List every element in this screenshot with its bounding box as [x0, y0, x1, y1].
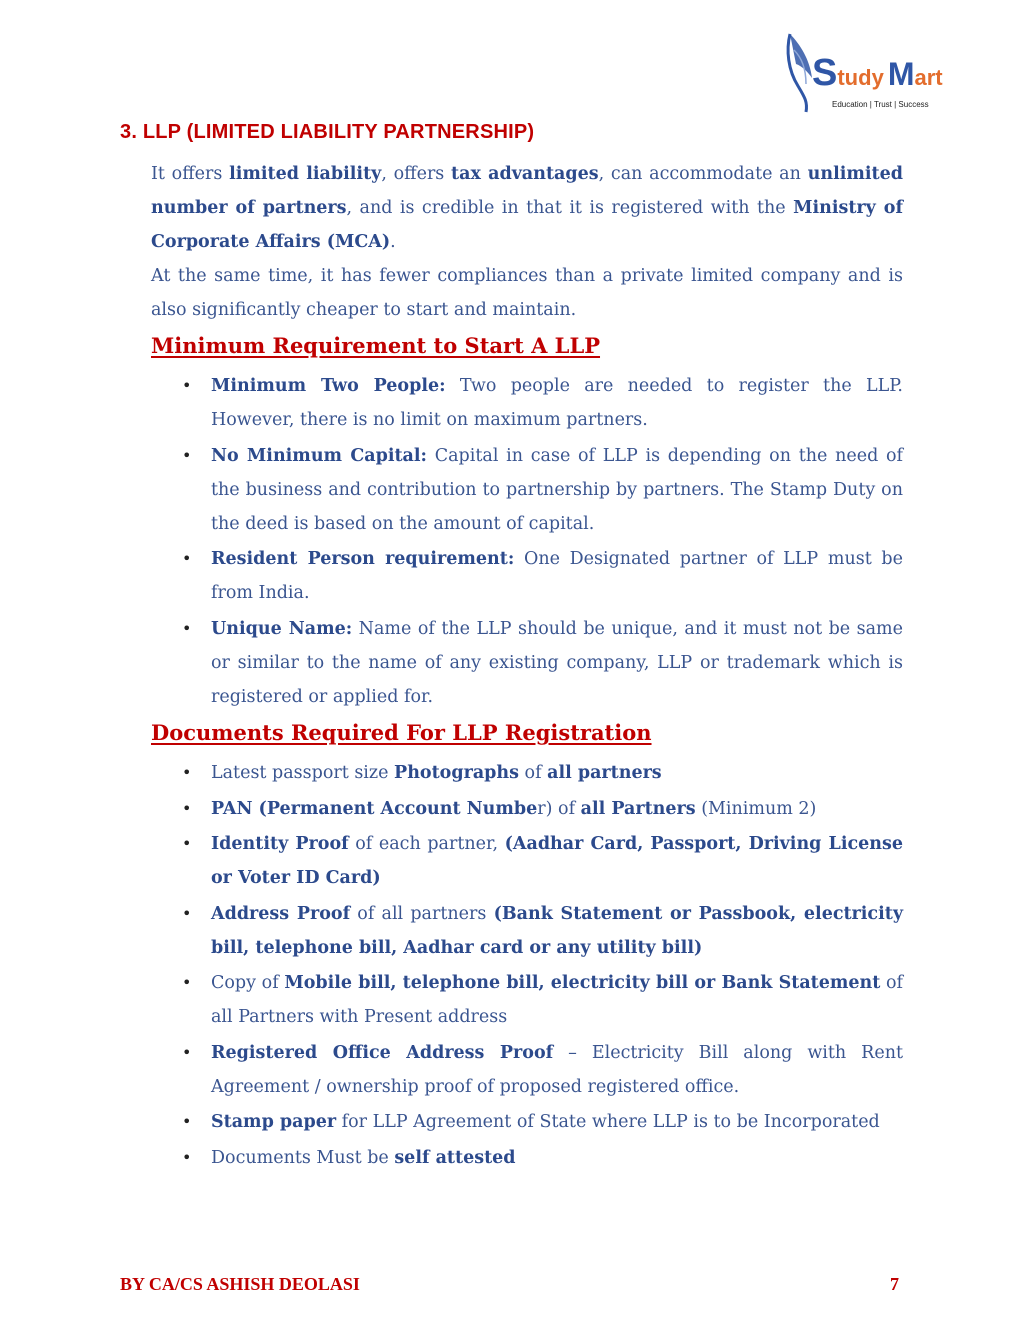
list-item: • No Minimum Capital: Capital in case of LLP is depending on the need of the business and contribution to partnership by partners. The Stamp Duty on the deed is based on the amount of capital. — [151, 439, 903, 541]
list-item: • Stamp paper for LLP Agreement of State where LLP is to be Incorporated — [151, 1105, 903, 1139]
list-item: • Copy of Mobile bill, telephone bill, electricity bill or Bank Statement of all Partners with Present address — [151, 966, 903, 1034]
logo-wordmark — [812, 52, 943, 92]
logo-letter-s: S — [812, 52, 838, 94]
list-item: • Address Proof of all partners (Bank Statement or Passbook, electricity bill, telephone bill, Aadhar card or any utility bill) — [151, 897, 903, 965]
list-item: • Identity Proof of each partner, (Aadhar Card, Passport, Driving License or Voter ID Card) — [151, 827, 903, 895]
logo-tudy: tudy — [837, 65, 884, 90]
page-number: 7 — [890, 1274, 899, 1294]
documents-title: Documents Required For LLP Registration — [151, 720, 652, 745]
requirements-list — [151, 369, 903, 715]
logo-art: art — [914, 65, 943, 90]
section-heading: 3. LLP (LIMITED LIABILITY PARTNERSHIP) — [120, 121, 535, 143]
footer-author: BY CA/CS ASHISH DEOLASI — [120, 1274, 360, 1294]
list-item: • Minimum Two People: Two people are needed to register the LLP. However, there is no limit on maximum partners. — [151, 369, 903, 437]
logo-letter-m: M — [887, 56, 915, 92]
list-item: • PAN (Permanent Account Number) of all Partners (Minimum 2) — [151, 792, 903, 826]
list-item: • Unique Name: Name of the LLP should be unique, and it must not be same or similar to the name of any existing company, LLP or trademark which is registered or applied for. — [151, 612, 903, 714]
intro-paragraph: It offers limited liability, offers tax advantages, can accommodate an unlimited number of partners, and is credible in that it is registered with the Ministry of Corporate Affairs (MCA). — [151, 164, 903, 252]
logo-tagline: Education | Trust | Success — [832, 100, 929, 109]
list-item: • Resident Person requirement: One Designated partner of LLP must be from India. — [151, 542, 903, 610]
study-mart-logo — [784, 30, 964, 114]
documents-list — [151, 756, 903, 1176]
intro-paragraph-2: At the same time, it has fewer compliances than a private limited company and is also significantly cheaper to start and maintain. — [151, 266, 903, 320]
list-item: • Documents Must be self attested — [151, 1141, 903, 1175]
requirements-title: Minimum Requirement to Start A LLP — [151, 333, 601, 358]
list-item: • Registered Office Address Proof – Electricity Bill along with Rent Agreement / ownership proof of proposed registered office. — [151, 1036, 903, 1104]
list-item: • Latest passport size Photographs of all partners — [151, 756, 903, 790]
